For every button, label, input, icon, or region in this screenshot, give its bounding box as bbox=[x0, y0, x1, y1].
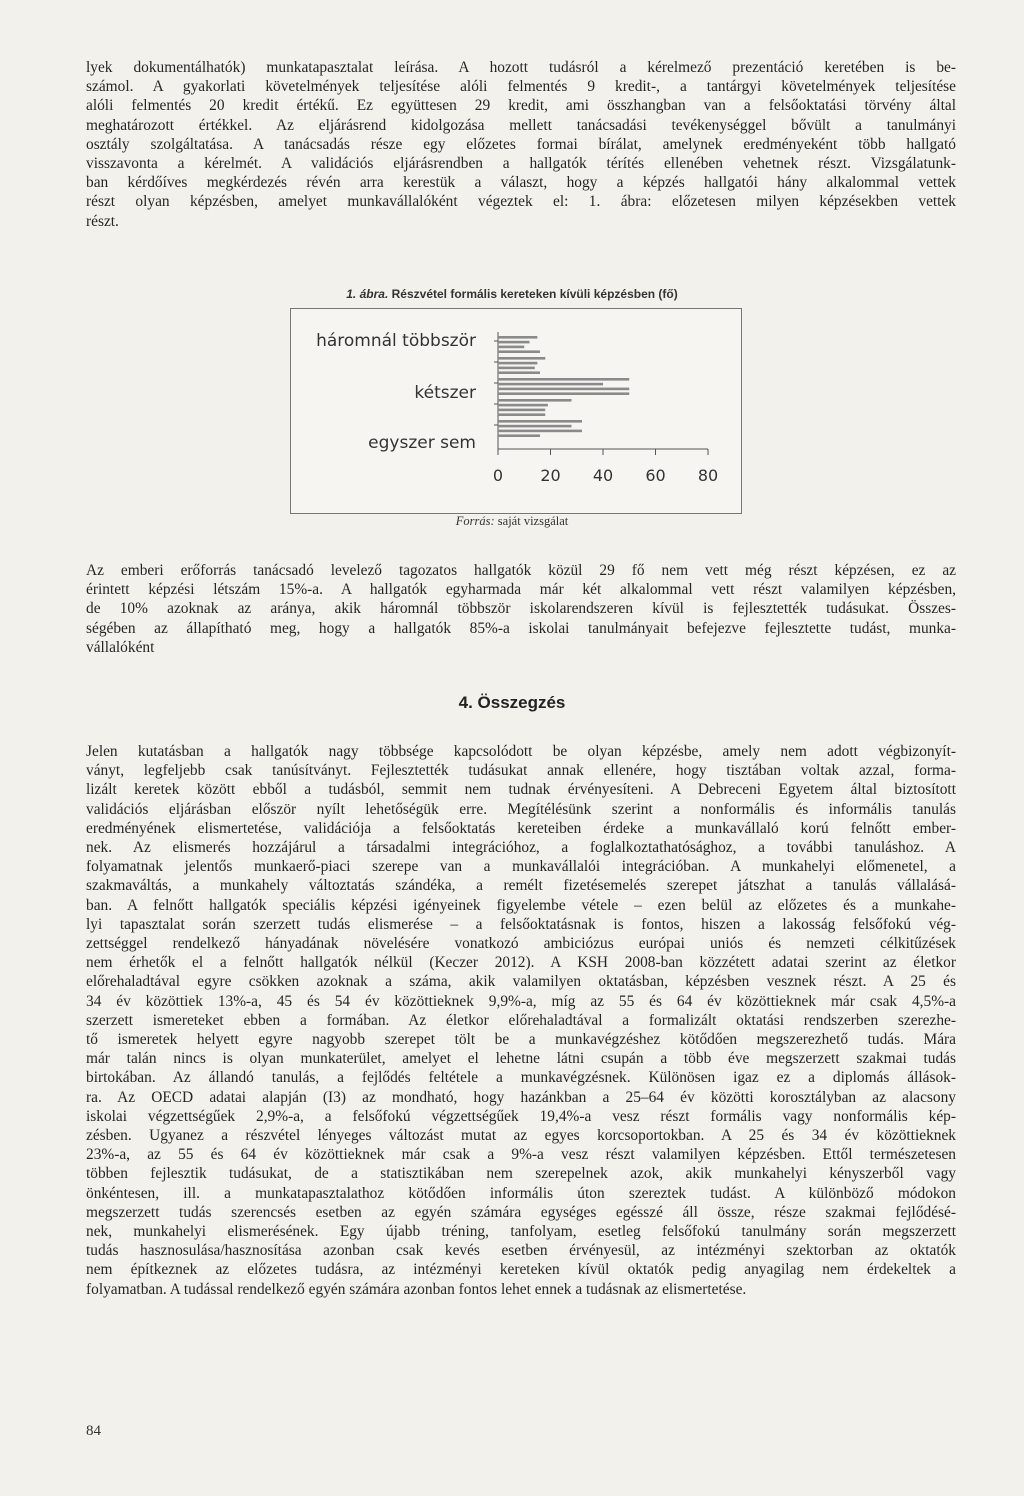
text-line: folyamatnak jelentős munkaerő-piaci szerepe van a munkavállalói integrációban. A munkahelyi előmenetel, a bbox=[86, 858, 956, 876]
text-line: részt. bbox=[86, 212, 119, 230]
bar bbox=[498, 399, 572, 402]
category-label: egyszer sem bbox=[368, 433, 476, 453]
text-line: előrehaladtával egyre csökken azoknak a száma, akik valamilyen oktatásban, képzésben vesznek részt. A 25 és bbox=[86, 973, 956, 991]
text-line: lyi tapasztalat során szerzett tudás elismerése – a felsőoktatásnak is fontos, hiszen a lakosság felsőfokú vég- bbox=[86, 915, 956, 933]
bar bbox=[498, 430, 582, 433]
bar bbox=[498, 350, 540, 353]
text-line: lizált keretek között ebből a tudásból, semmit nem tudnak érvényesíteni. A Debreceni Egyetem által biztosított bbox=[86, 781, 956, 799]
source-label: Forrás: bbox=[455, 514, 495, 528]
text-line: visszavonta a kérelmét. A validációs eljárásrendben a hallgatók térítés ellenében vehetnek részt. Vizsgálatunk- bbox=[86, 155, 956, 173]
figure-caption bbox=[0, 287, 1024, 301]
figure-number: 1. ábra. bbox=[346, 287, 389, 301]
text-line: iskolai végzettségűek 2,9%-a, a felsőfokú végzettségűek 19,4%-a vesz részt formális vagy nonformális kép- bbox=[86, 1107, 956, 1125]
text-line: ványt, legfeljebb csak tanúsítványt. Fejlesztették tudásukat annak ellenére, hogy tisztában voltak azzal, forma- bbox=[86, 762, 956, 780]
tick-label: 20 bbox=[540, 466, 561, 485]
bar bbox=[498, 413, 545, 416]
source-text: saját vizsgálat bbox=[497, 514, 569, 528]
bar bbox=[498, 378, 629, 381]
bar bbox=[498, 341, 530, 344]
text-line: tudás hasznosulása/hasznosítása azonban csak kevés esetben érvényesül, az intézményi szektorban az oktatók bbox=[86, 1242, 956, 1260]
bar bbox=[498, 425, 572, 428]
text-line: részt olyan képzésben, amelyet munkavállalóként végeztek el: 1. ábra: előzetesen milyen képzésekben vettek bbox=[86, 193, 956, 211]
text-line: érintett képzési létszám 15%-a. A hallgatók egyharmada már két alkalommal vett részt valamilyen képzésben, bbox=[86, 581, 956, 599]
text-line: szakmaváltás, a munkahely változtatás szándéka, a remélt fizetésemelés szerepet játszhat a tanulás vállalásá- bbox=[86, 877, 956, 895]
text-line: alóli felmentés 20 kredit értékű. Ez együttesen 29 kredit, ami összhangban van a felsőoktatási törvény által bbox=[86, 97, 956, 115]
text-line: számol. A gyakorlati követelmények teljesítése alóli felmentés 9 kredit-, a tantárgyi követelmények teljesítése bbox=[86, 78, 956, 96]
bar-chart bbox=[290, 308, 742, 514]
text-line: ban kérdőíves megkérdezés révén arra kerestük a választ, hogy a képzés hallgatói hány alkalommal vettek bbox=[86, 174, 956, 192]
text-line: meghatározott értékkel. Az eljárásrend kidolgozása mellett tanácsadási tevékenységgel bővült a tanulmányi bbox=[86, 116, 956, 134]
bar bbox=[498, 371, 540, 374]
bar bbox=[498, 336, 537, 339]
paragraph-2 bbox=[86, 561, 956, 657]
bar bbox=[498, 420, 582, 423]
figure-source bbox=[0, 514, 1024, 529]
bar bbox=[498, 404, 548, 407]
bar bbox=[498, 357, 545, 360]
tick-label: 0 bbox=[492, 466, 504, 485]
text-line: nek. Az elismerés hozzájárul a társadalmi integrációhoz, a foglalkoztathatósághoz, a további tanuláshoz. A bbox=[86, 839, 956, 857]
text-line: de 10% azoknak az aránya, akik háromnál többször iskolarendszeren kívül is fejlesztették tudásukat. Összes- bbox=[86, 600, 956, 618]
text-line: lyek dokumentálhatók) munkatapasztalat leírása. A hozott tudásról a kérelmező prezentáció keretében is be- bbox=[86, 59, 956, 76]
page-number: 84 bbox=[86, 1423, 101, 1439]
text-line: már talán nincs is olyan munkaterület, amelyet el lehetne látni csupán a több éve megszerzett szakmai tudás bbox=[86, 1050, 956, 1068]
tick-label: 60 bbox=[645, 466, 666, 485]
paragraph-3 bbox=[86, 742, 956, 1299]
text-line: zettséggel rendelkező hányadának növelésére vonatkozó ambiciózus európai uniós és nemzeti célkitűzések bbox=[86, 935, 956, 953]
text-line: 34 év közöttiek 13%-a, 45 és 54 év közöttieknek 9,9%-a, míg az 55 és 64 év közöttieknek már csak 4,5%-a bbox=[86, 992, 956, 1010]
category-label: háromnál többször bbox=[316, 331, 476, 351]
bar bbox=[498, 383, 603, 386]
text-line: többen fejlesztik tudásukat, de a statisztikában nem szerepelnek azok, akik munkahelyi kényszerből vagy bbox=[86, 1165, 956, 1183]
bar bbox=[498, 409, 545, 412]
text-line: önkéntesen, ill. a munkatapasztalathoz kötődően informális úton szereztek tudást. A különböző módokon bbox=[86, 1184, 956, 1202]
text-line: zésben. Ugyanez a részvétel lényeges változást mutat az egyes korcsoportokban. A 25 és 34 év közöttieknek bbox=[86, 1127, 956, 1145]
text-line: folyamatban. A tudással rendelkező egyén számára azonban fontos lehet ennek a tudásnak az elismertetése. bbox=[86, 1280, 747, 1298]
text-line: Jelen kutatásban a hallgatók nagy többsége kapcsolódott be olyan képzésbe, amely nem adott végbizonyít- bbox=[86, 743, 956, 760]
bar bbox=[498, 362, 537, 365]
section-title: 4. Összegzés bbox=[458, 693, 566, 712]
text-line: eredményének elismertetése, validációja a felsőoktatás kereteiben érdeke a munkavállaló korú felnőtt ember- bbox=[86, 819, 956, 837]
tick-label: 40 bbox=[592, 466, 614, 485]
text-line: ban. A felnőtt hallgatók speciális képzési igényeinek figyelembe vétele – ezen belül az előzetes és a munkahe- bbox=[86, 896, 956, 914]
chart-svg bbox=[290, 308, 742, 514]
bar bbox=[498, 388, 629, 391]
text-line: tő ismeretek helyett egyre nagyobb szerepet tölt be a munkavégzéshez kötődően megszerezhető tudás. Mára bbox=[86, 1031, 956, 1049]
text-line: nem építkeznek az előzetes tudásra, az intézményi kereteken kívül oktatók pedig anyagilag nem érdekeltek a bbox=[86, 1261, 956, 1279]
text-line: osztály szolgáltatása. A tanácsadás része egy előzetes formai bírálat, amelynek eredményeként több hallgató bbox=[86, 135, 956, 153]
text-line: nek, munkahelyi elismerésének. Egy újabb tréning, tanfolyam, esetleg felsőfokú tanulmány során megszerzett bbox=[86, 1223, 956, 1241]
text-line: megszerzett tudás szerencsés esetben az egyén számára egységes egésszé áll össze, része szakmai fejlődésé- bbox=[86, 1203, 956, 1221]
text-line: nem érhetők el a felnőtt hallgatók nélkül (Keczer 2012). A KSH 2008-ban közzétett adatai szerint az életkor bbox=[86, 954, 956, 972]
category-label: kétszer bbox=[414, 383, 476, 403]
bar bbox=[498, 392, 629, 395]
text-line: ségében az állapítható meg, hogy a hallgatók 85%-a iskolai tanulmányait befejezve fejlesztette tudást, munka- bbox=[86, 619, 956, 637]
text-line: szerzett ismereteket ebben a formában. Az életkor előrehaladtával a formalizált oktatási rendszerben szerezhe- bbox=[86, 1011, 956, 1029]
figure-title: Részvétel formális kereteken kívüli képzésben (fő) bbox=[391, 287, 678, 301]
tick-label: 80 bbox=[697, 466, 719, 485]
text-line: validációs eljárásban először nyílt lehetőségük erre. Megítélésünk szerint a nonformális és informális tanulás bbox=[86, 800, 956, 818]
bar bbox=[498, 434, 540, 437]
bar bbox=[498, 367, 535, 370]
text-line: ra. Az OECD adatai alapján (I3) az mondható, hogy hazánkban a 25–64 év közötti korosztályban az alacsony bbox=[86, 1088, 956, 1106]
text-line: birtokában. Az állandó tanulás, a fejlődés feltétele a munkavégzésnek. Különösen igaz ez a diplomás állások- bbox=[86, 1069, 956, 1087]
text-line: vállalóként bbox=[86, 638, 155, 656]
bar bbox=[498, 346, 524, 349]
text-line: Az emberi erőforrás tanácsadó levelező tagozatos hallgatók közül 29 fő nem vett még részt képzésen, ez az bbox=[86, 562, 956, 579]
text-line: 23%-a, az 55 és 64 év közöttieknek már csak a 9%-a vesz részt valamilyen képzésben. Ettől természetesen bbox=[86, 1146, 956, 1164]
paragraph-1 bbox=[86, 58, 956, 231]
